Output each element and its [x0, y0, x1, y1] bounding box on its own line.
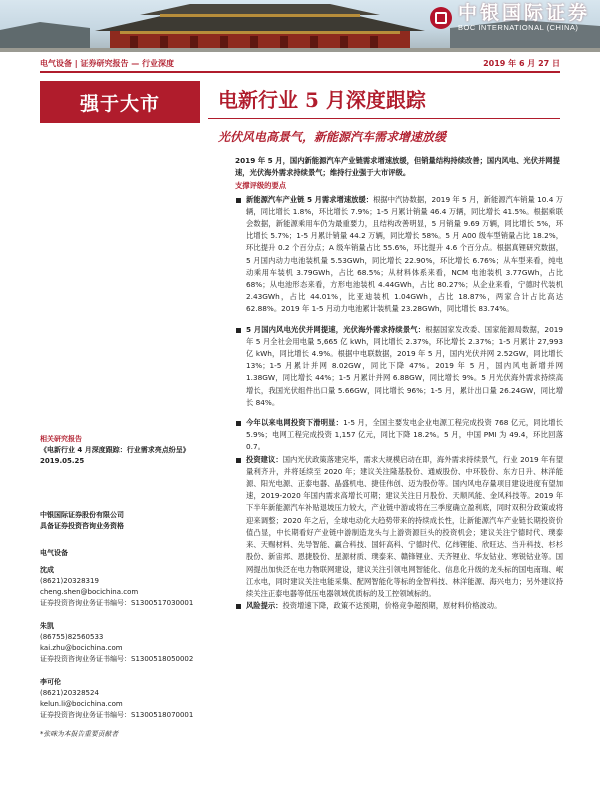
logo-en-text: BOC INTERNATIONAL (CHINA)	[457, 23, 579, 32]
analyst-cert: 证券投资咨询业务证书编号：S1300518070001	[40, 711, 194, 719]
analyst-cert: 证券投资咨询业务证书编号：S1300517030001	[40, 599, 194, 607]
bullet-heading: 投资建议：	[246, 454, 283, 464]
company-name: 中银国际证券股份有限公司	[40, 511, 124, 519]
analyst-name: 沈成	[40, 566, 54, 574]
bullet-item	[235, 600, 563, 612]
bullet-item	[235, 194, 563, 316]
bullet-heading: 今年以来电网投资下滑明显：	[246, 418, 344, 428]
bullet-item	[235, 454, 563, 600]
bullet-body: 根据国家发改委、国家能源局数据，2019 年 5 月全社会用电量 5,665 亿 kWh，同比增长 2.37%，环比增长 2.37%；1-5 月累计 27,993 亿 kWh，同比增长 4.9%。根据中电联数据，2019 年 5 月，国内光伏并网 2.52GW，同比增长 13%；1-5 月累计并网 8.02GW，同比下降 47%。2019 年 5 月，国内风电新增并网 1.38GW，同比增长 44%；1-5 月累计并网 6.88GW，同比增长 9%。5 月光伏海外需求持续高增长，我国光伏组件出口量 5.66GW，同比增长 96%；1-5 月，累计出口量 26.24GW，同比增长 84%。	[246, 324, 563, 407]
header-divider	[40, 71, 560, 73]
analyst-name: 李可伦	[40, 678, 61, 686]
company-info	[40, 510, 220, 532]
analyst-cert: 证券投资咨询业务证书编号：S1300518050002	[40, 655, 194, 663]
analyst-phone: (8621)20328319	[40, 577, 99, 585]
bullet-item	[235, 324, 563, 409]
company-qualification: 具备证券投资咨询业务资格	[40, 522, 124, 530]
related-research	[40, 434, 220, 467]
section-label: 支撑评级的要点	[235, 181, 287, 191]
bullet-heading: 5 月国内风电光伏并网提速，光伏海外需求持续景气：	[246, 324, 426, 334]
bullet-body: 国内光伏政策落建完毕，需求大规模启动在即，海外需求持续景气，行业 2019 年有望量利齐升，并将延续至 2020 年；建议关注隆基股份、通威股份、中环股份、东方日升、林洋能源、阳光电源、正泰电器、晶盛机电、捷佳伟创、迈为股份等。国内风电存量项目建设进度有望加速，2019-2020 年国内需求高增长可期；建议关注日月股份、天顺风能、金风科技等。2019 年下半年新能源汽车补贴退坡压力较大，产业链中游或将在三季度确立盈利底，同时双积分政策或将迎来调整；2020 年之后，全球电动化大趋势带来的持续成长性，让新能源汽车产业链长期投资价值凸显，中长期看好产业链中游制造龙头与上游资源巨头的投资机会；建议关注宁德时代、璞泰来、天赐材料、先导智能、赢合科技、国轩高科、宁德时代、亿纬锂能、欣旺达、当升科技、杉杉股份、新宙邦、恩捷股份、星源材质、璞泰来、赣锋锂业、天齐锂业、华友钴业、寒锐钴业等。国网提出加快泛在电力物联网建设，建议关注引领电网智能化、信息化升级的龙头标的国电南瑞、岷江水电，同时建议关注电能采集、配网智能化等标的金智科技、林洋能源、海兴电力；另外建议持续关注正泰电器等低压电器领域优质标的及工控领域标的。	[246, 454, 563, 598]
bullet-heading: 风险提示：	[246, 601, 283, 611]
sector-label: 电气设备	[40, 549, 68, 557]
logo-cn-text: 中银国际证券	[457, 2, 590, 24]
main-content	[235, 155, 563, 612]
related-label: 相关研究报告	[40, 435, 82, 443]
analyst-card	[40, 565, 220, 609]
contributor-footnote: *张咪为本报告重要贡献者	[40, 730, 119, 738]
analyst-phone: (86755)82560533	[40, 633, 104, 641]
bullet-item	[235, 417, 563, 454]
bullet-body: 根据中汽协数据，2019 年 5 月，新能源汽车销量 10.4 万辆，同比增长 1.8%，环比增长 7.9%；1-5 月累计销量 46.4 万辆，同比增长 41.5%。根据乘联会数据，新能源乘用车仍为最重要力，且结构改善明显，5 月销量 9.69 万辆，同比增长 5%，环比增长 5.7%；1-5 月累计销量 44.2 万辆，同比增长 58%。5 月 A00 级车型销量占比 18.2%，环比提升 0.2 个百分点；A 级车销量占比 55.6%，环比提升 4.6 个百分点。根据真锂研究数据，5 月国内动力电池装机量 5.53GWh，同比增长 22.90%，环比增长 6.76%；从车型来看，纯电动乘用车装机 3.79GWh，占比 68.5%；从材料体系来看，NCM 电池装机 3.77GWh，占比 68%；从电池形态来看，方形电池装机 4.44GWh，占比 80.27%；从企业来看，宁德时代装机 2.43GWh，占比 44.01%，比亚迪装机 1.04GWh，占比 18.87%，两家合计占比高达 62.88%。2019 年 1-5 月动力电池累计装机量 23.28GWh，同比增长 83.74%。	[246, 194, 563, 314]
page-subtitle: 光伏风电高景气，新能源汽车需求增速放缓	[218, 130, 447, 144]
company-logo	[430, 3, 590, 32]
report-category: 电气设备 | 证券研究报告 — 行业深度	[40, 59, 175, 68]
bullet-heading: 新能源汽车产业链 5 月需求增速放缓：	[246, 194, 374, 204]
header-banner	[0, 0, 600, 52]
analyst-email[interactable]: kai.zhu@bocichina.com	[40, 644, 123, 652]
lead-paragraph: 2019 年 5 月，国内新能源汽车产业链需求增速放缓，但销量结构持续改善；国内风电、光伏并网提速，光伏海外需求持续景气；维持行业强于大市评级。	[235, 156, 560, 178]
bullet-body: 1-5 月，全国主要发电企业电源工程完成投资 768 亿元，同比增长 5.9%；电网工程完成投资 1,157 亿元，同比下降 18.2%。5 月，中国 PMI 为 49.4，环比回落 0.7。	[246, 418, 563, 452]
analyst-phone: (8621)20328524	[40, 689, 99, 697]
analyst-email[interactable]: kelun.li@bocichina.com	[40, 700, 123, 708]
analyst-name: 朱凯	[40, 622, 54, 630]
report-date: 2019 年 6 月 27 日	[483, 59, 560, 68]
related-report-date: 2019.05.25	[40, 457, 85, 465]
analyst-card	[40, 621, 220, 665]
rating-badge: 强于大市	[40, 81, 200, 123]
analyst-email[interactable]: cheng.shen@bocichina.com	[40, 588, 139, 596]
boc-logo-icon	[430, 7, 452, 29]
related-report-link[interactable]: 《电新行业 4 月深度跟踪：行业需求亮点纷呈》	[40, 446, 190, 454]
analyst-list	[40, 548, 220, 740]
page-title: 电新行业 5 月深度跟踪	[218, 88, 426, 112]
analyst-card	[40, 677, 220, 721]
bullet-body: 投资增速下降，政策不达预期，价格竞争超预期，原材料价格波动。	[282, 601, 502, 611]
title-divider	[208, 118, 560, 119]
